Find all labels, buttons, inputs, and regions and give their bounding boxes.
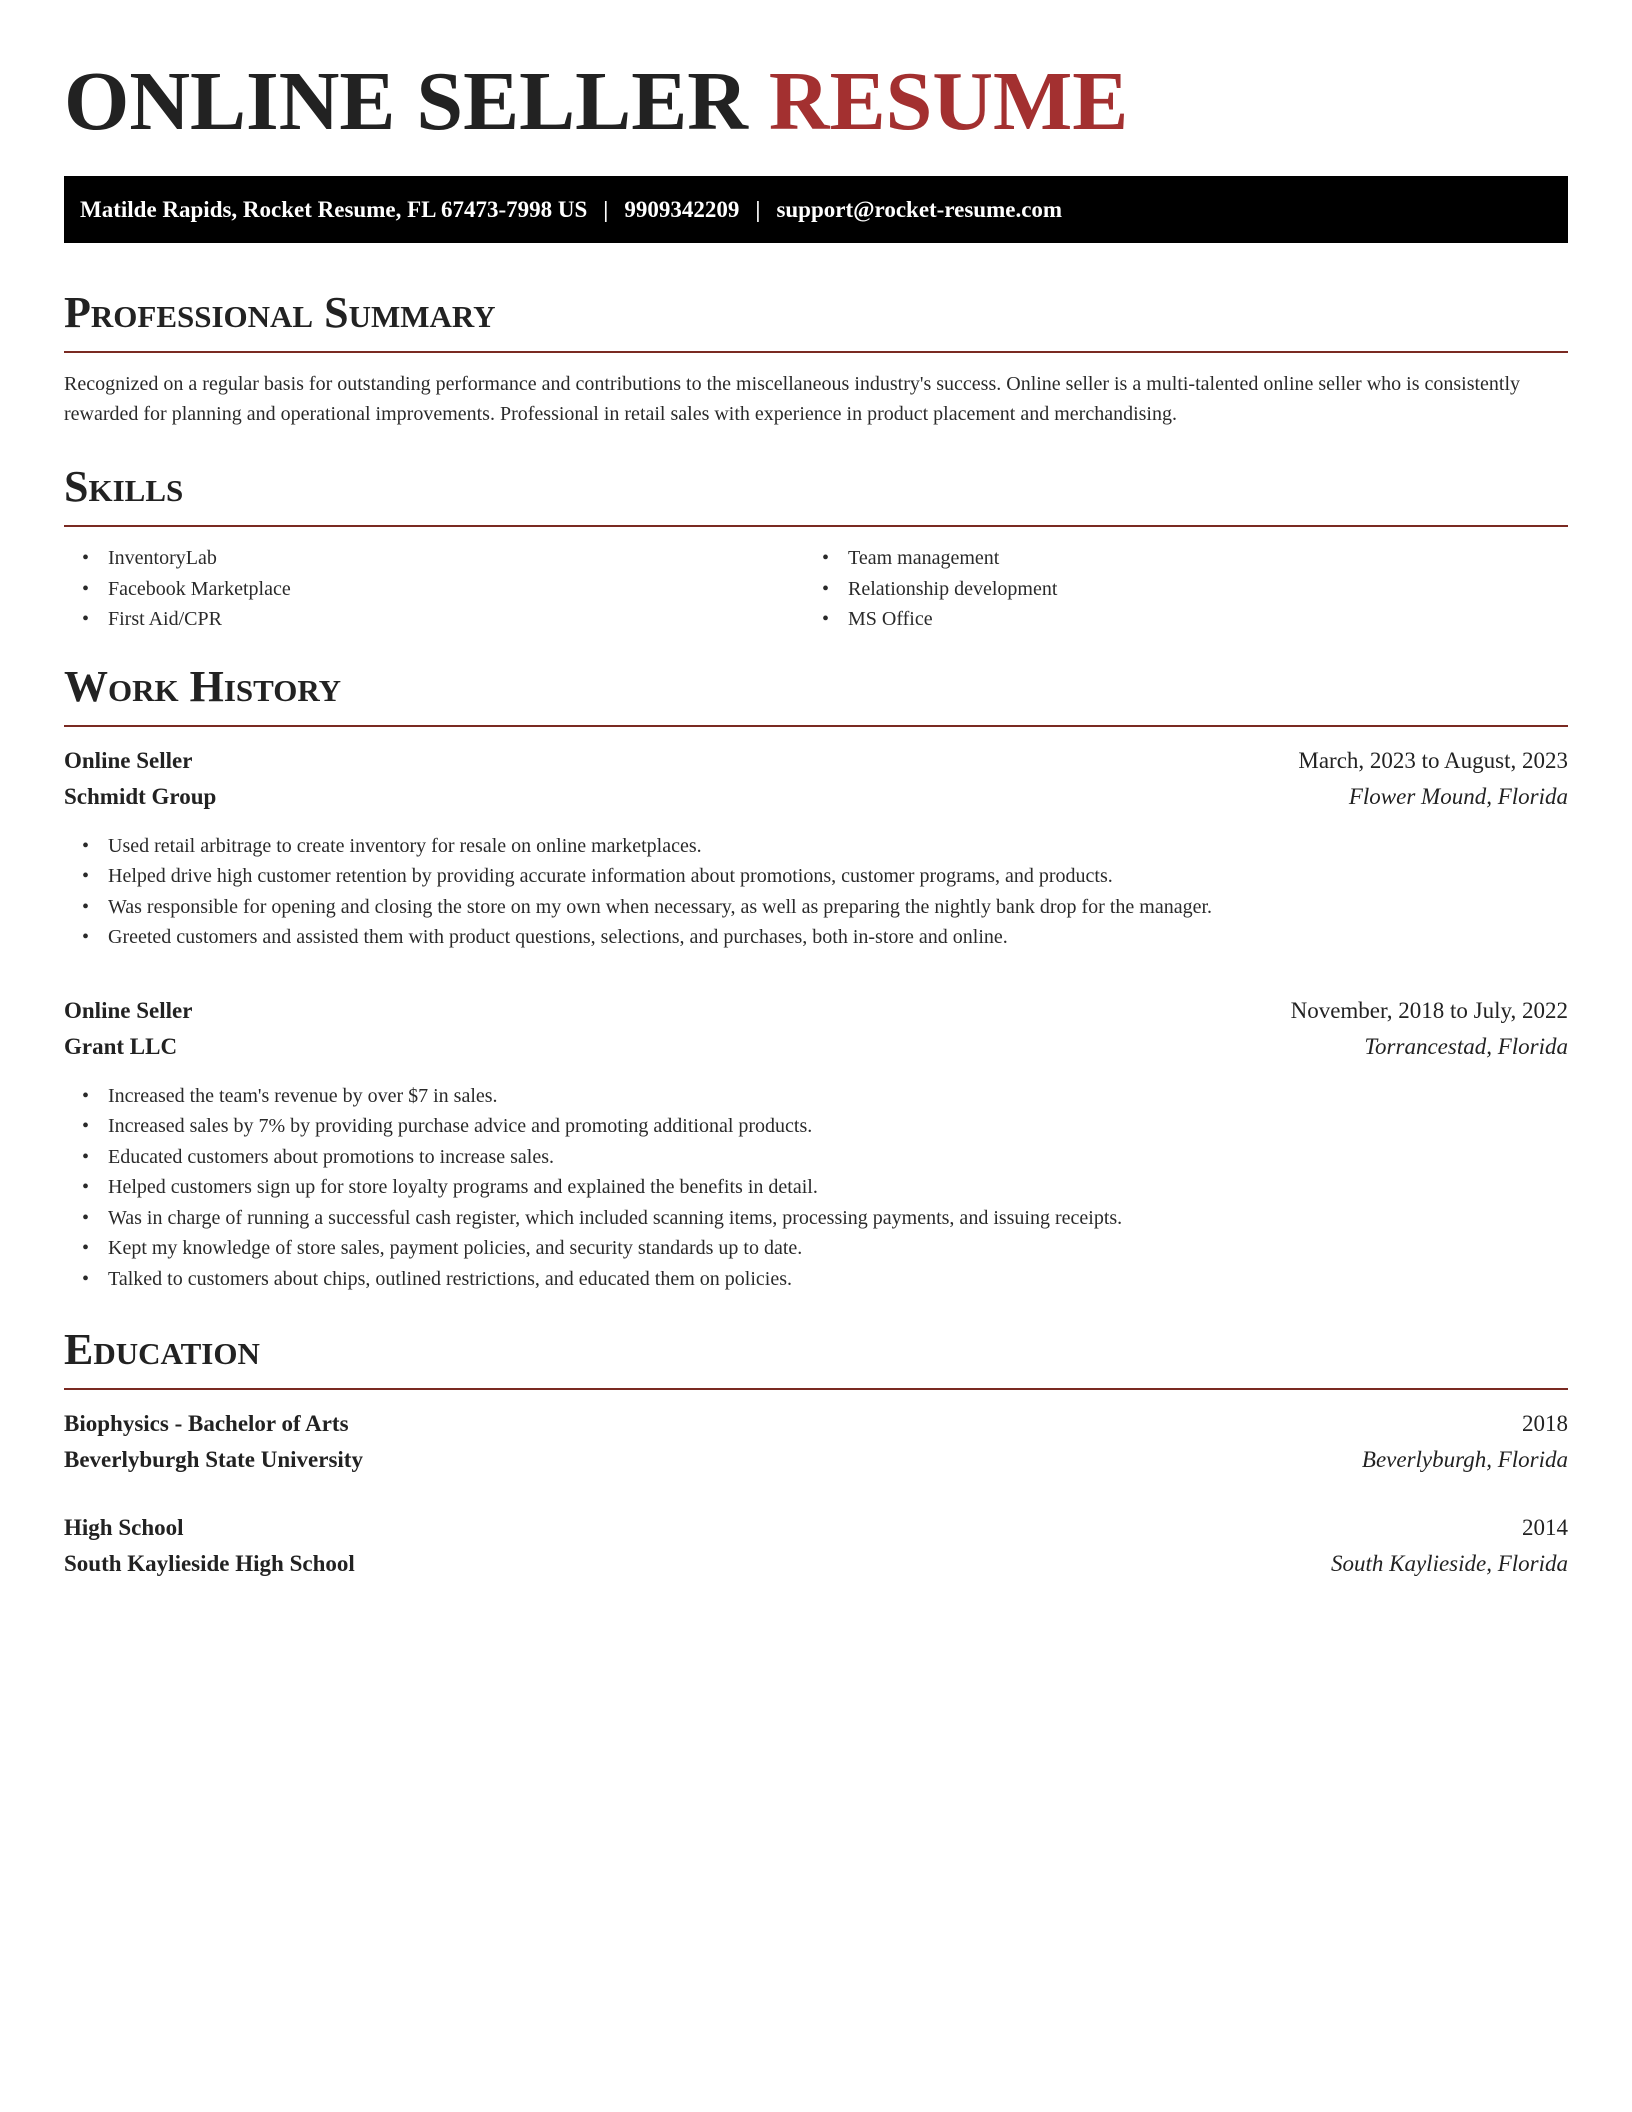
job-bullets (64, 831, 1568, 953)
title-main: ONLINE SELLER (64, 55, 748, 148)
skill-item: • Facebook Marketplace (108, 574, 804, 605)
contact-email: support@rocket-resume.com (776, 196, 1063, 222)
job-dates: March, 2023 to August, 2023 (1298, 747, 1568, 773)
job-entry (64, 743, 1568, 953)
education-entry (64, 1510, 1568, 1582)
education-header (64, 1406, 1568, 1442)
education-location: Beverlyburgh, Florida (1361, 1447, 1568, 1472)
contact-address: Matilde Rapids, Rocket Resume, FL 67473-7998 US (80, 196, 588, 222)
job-bullet: • Was in charge of running a successful cash register, which included scanning items, processing payments, and issuing receipts. (108, 1203, 1568, 1234)
education-school: Beverlyburgh State University (64, 1447, 363, 1472)
job-bullet: • Talked to customers about chips, outlined restrictions, and educated them on policies. (108, 1264, 1568, 1295)
contact-bar (64, 176, 1568, 243)
education-degree: Biophysics - Bachelor of Arts (64, 1411, 349, 1436)
job-dates: November, 2018 to July, 2022 (1290, 997, 1568, 1023)
skills-section (64, 461, 1568, 635)
job-entry (64, 993, 1568, 1295)
job-bullet: • Helped customers sign up for store loyalty programs and explained the benefits in detail. (108, 1172, 1568, 1203)
job-subheader (64, 779, 1568, 815)
work-heading: Work History (64, 661, 1568, 727)
job-title: Online Seller (64, 997, 193, 1023)
education-heading: Education (64, 1324, 1568, 1390)
job-subheader (64, 1029, 1568, 1065)
skills-column-right (804, 543, 1544, 635)
contact-separator: | (603, 196, 609, 222)
education-section (64, 1324, 1568, 1582)
job-bullets (64, 1081, 1568, 1295)
education-location: South Kaylieside, Florida (1330, 1551, 1568, 1576)
job-company: Grant LLC (64, 1033, 178, 1059)
resume-title (64, 52, 1568, 152)
title-accent: RESUME (768, 55, 1129, 148)
job-location: Flower Mound, Florida (1348, 783, 1568, 809)
skill-item: • MS Office (848, 604, 1544, 635)
job-bullet: • Increased sales by 7% by providing purchase advice and promoting additional products. (108, 1111, 1568, 1142)
education-subheader (64, 1546, 1568, 1582)
education-entry (64, 1406, 1568, 1478)
job-header (64, 993, 1568, 1029)
summary-heading: Professional Summary (64, 287, 1568, 353)
skill-item: • First Aid/CPR (108, 604, 804, 635)
job-bullet: • Was responsible for opening and closing the store on my own when necessary, as well as preparing the nightly bank drop for the manager. (108, 892, 1568, 923)
education-header (64, 1510, 1568, 1546)
education-degree: High School (64, 1515, 184, 1540)
skills-column-left (64, 543, 804, 635)
education-subheader (64, 1442, 1568, 1478)
job-bullet: • Increased the team's revenue by over $7 in sales. (108, 1081, 1568, 1112)
summary-section (64, 287, 1568, 429)
work-section (64, 661, 1568, 1295)
job-bullet: • Greeted customers and assisted them with product questions, selections, and purchases, both in-store and online. (108, 922, 1568, 953)
job-title: Online Seller (64, 747, 193, 773)
job-company: Schmidt Group (64, 783, 217, 809)
education-school: South Kaylieside High School (64, 1551, 355, 1576)
contact-separator: | (755, 196, 761, 222)
contact-phone: 9909342209 (624, 196, 740, 222)
skill-item: • Team management (848, 543, 1544, 574)
job-location: Torrancestad, Florida (1364, 1033, 1568, 1059)
job-bullet: • Educated customers about promotions to increase sales. (108, 1142, 1568, 1173)
job-bullet: • Used retail arbitrage to create inventory for resale on online marketplaces. (108, 831, 1568, 862)
education-year: 2014 (1522, 1515, 1568, 1540)
skills-list (64, 543, 1568, 635)
job-header (64, 743, 1568, 779)
skill-item: • Relationship development (848, 574, 1544, 605)
education-year: 2018 (1522, 1411, 1568, 1436)
summary-text: Recognized on a regular basis for outstanding performance and contributions to the miscellaneous industry's success. Online seller is a multi-talented online seller who is consistently rewarded for planning and operational improvements. Professional in retail sales with experience in product placement and merchandising. (64, 373, 1521, 425)
job-bullet: • Kept my knowledge of store sales, payment policies, and security standards up to date. (108, 1233, 1568, 1264)
skills-heading: Skills (64, 461, 1568, 527)
job-bullet: • Helped drive high customer retention by providing accurate information about promotions, customer programs, and products. (108, 861, 1568, 892)
skill-item: • InventoryLab (108, 543, 804, 574)
